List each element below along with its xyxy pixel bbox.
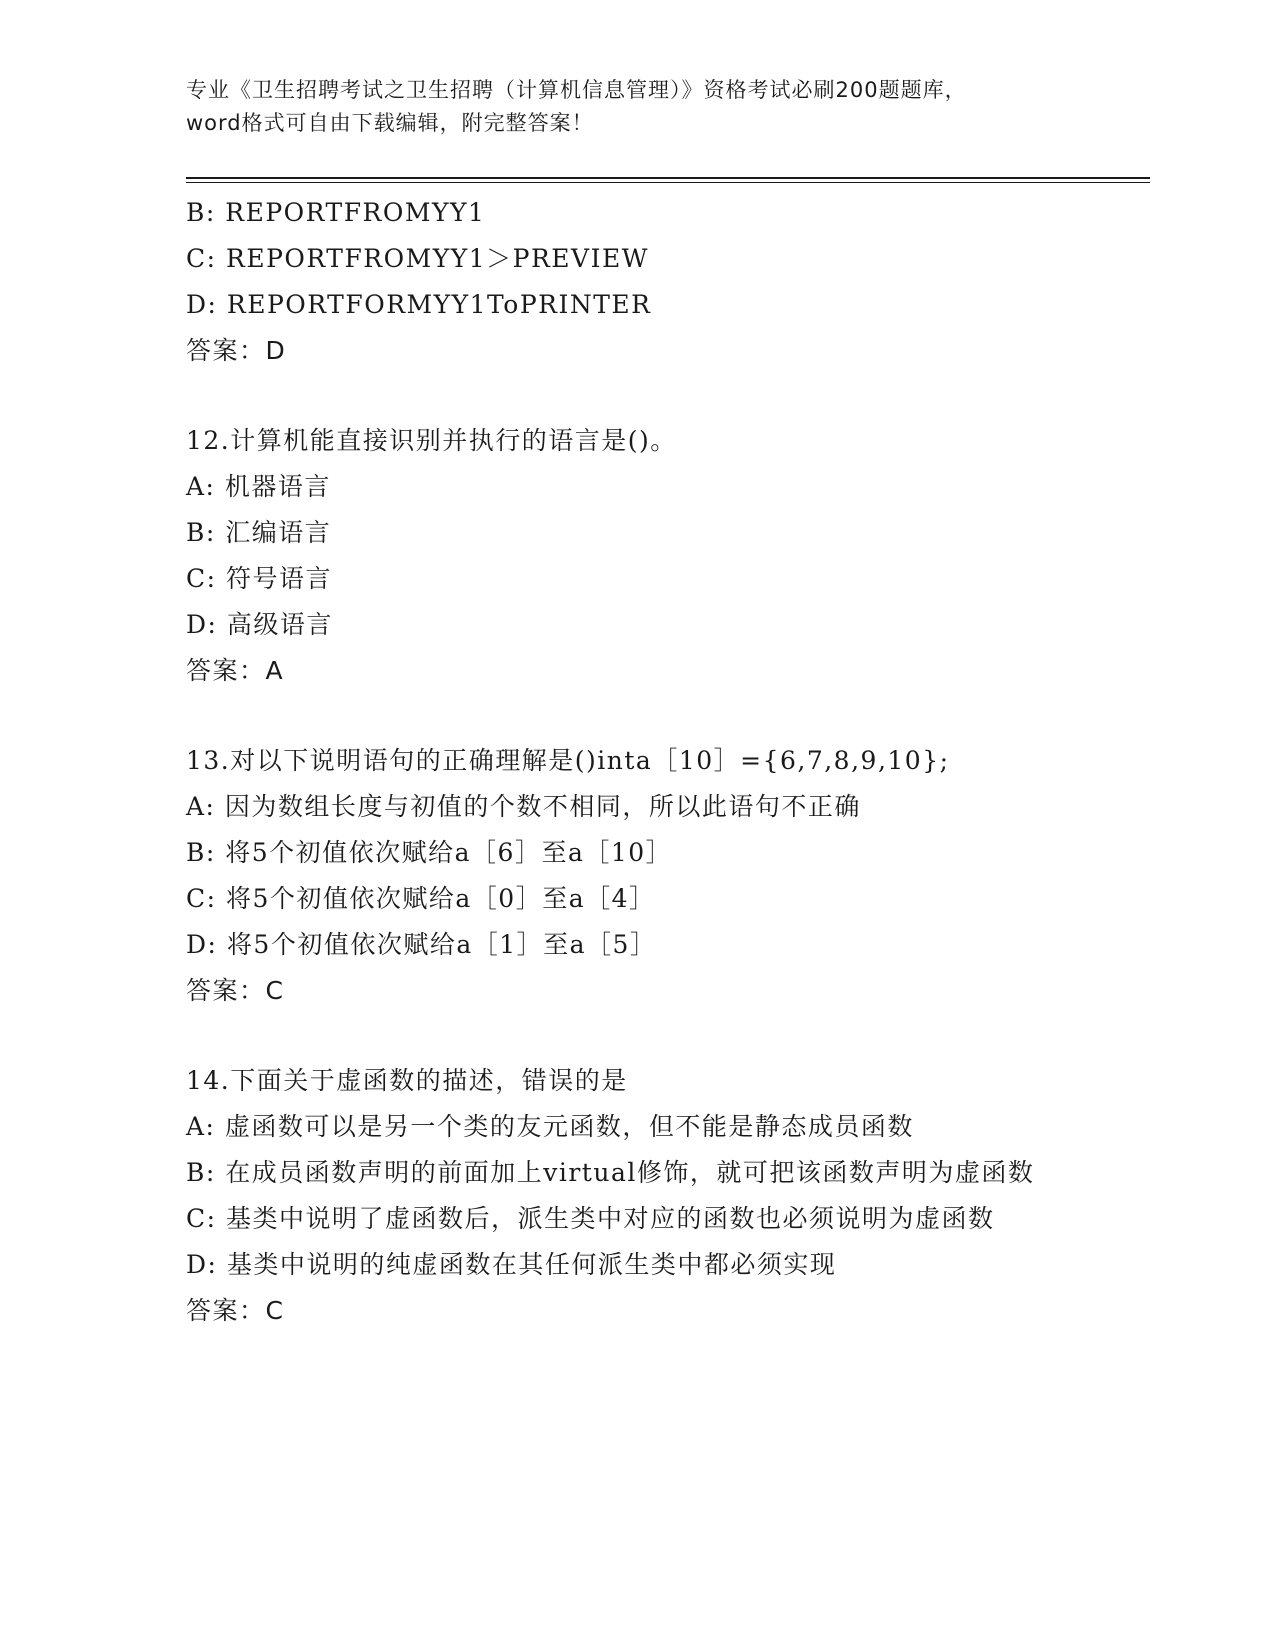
answer-line: 答案：D [186,336,287,365]
option-c: C: 基类中说明了虚函数后，派生类中对应的函数也必须说明为虚函数 [186,1204,995,1233]
answer-line: 答案：C [186,976,285,1005]
option-a: A: 虚函数可以是另一个类的友元函数，但不能是静态成员函数 [186,1112,914,1141]
question-13 [186,738,1086,1014]
option-c: C: 符号语言 [186,564,332,593]
option-c: C: 将5个初值依次赋给a［0］至a［4］ [186,884,656,913]
option-a: A: 因为数组长度与初值的个数不相同，所以此语句不正确 [186,792,861,821]
header-divider-thick [186,177,1150,179]
option-d: D: 基类中说明的纯虚函数在其任何派生类中都必须实现 [186,1250,837,1279]
option-a: A: 机器语言 [186,472,331,501]
option-b: B: REPORTFROMYY1 [186,198,486,227]
option-c: C: REPORTFROMYY1＞PREVIEW [186,244,649,273]
answer-line: 答案：A [186,656,285,685]
document-header [186,74,1086,140]
option-b: B: 在成员函数声明的前面加上virtual修饰，就可把该函数声明为虚函数 [186,1158,1035,1187]
question-12 [186,418,1086,694]
question-list [186,190,1086,1334]
option-d: D: REPORTFORMYY1ToPRINTER [186,290,652,319]
question-14 [186,1058,1086,1334]
header-divider-thin [186,182,1150,183]
header-line-1: 专业《卫生招聘考试之卫生招聘（计算机信息管理）》资格考试必刷200题题库， [186,78,967,102]
question-stem: 14.下面关于虚函数的描述，错误的是 [186,1066,628,1095]
option-d: D: 将5个初值依次赋给a［1］至a［5］ [186,930,657,959]
question-11-continuation [186,190,1086,374]
question-stem: 12.计算机能直接识别并执行的语言是()。 [186,426,677,455]
header-line-2: word格式可自由下载编辑，附完整答案！ [186,111,594,135]
answer-line: 答案：C [186,1296,285,1325]
question-stem: 13.对以下说明语句的正确理解是()inta［10］={6,7,8,9,10}; [186,746,950,775]
option-b: B: 汇编语言 [186,518,332,547]
option-d: D: 高级语言 [186,610,333,639]
option-b: B: 将5个初值依次赋给a［6］至a［10］ [186,838,673,867]
